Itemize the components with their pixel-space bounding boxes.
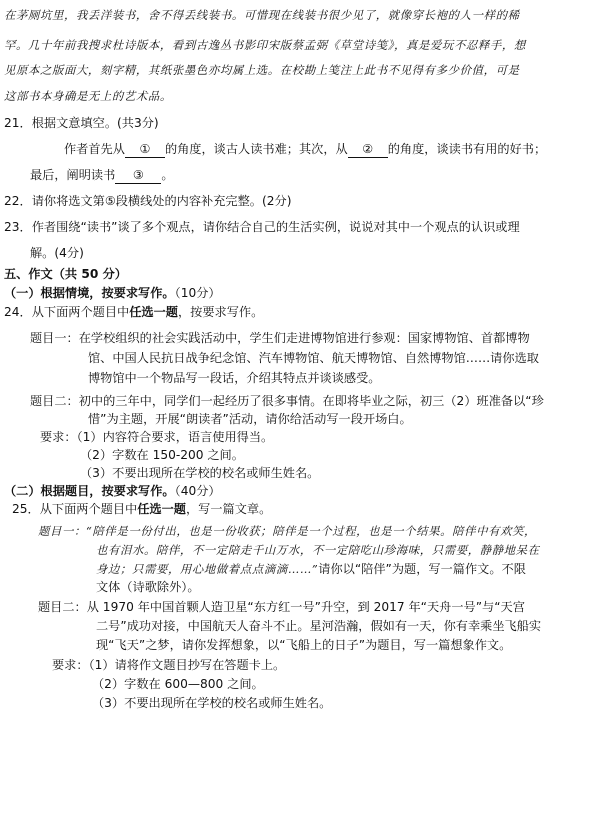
- question-21-line-1: [64, 140, 546, 158]
- q24-emphasis: 任选一题: [129, 305, 178, 319]
- q25-emphasis: 任选一题: [137, 502, 186, 516]
- requirement-line: （3）不要出现所在学校的校名或师生姓名。: [92, 696, 332, 710]
- part-two-label: （二）根据题目，按要求写作。: [4, 484, 175, 498]
- q21-text: 最后，阐明读书: [30, 168, 116, 182]
- requirement-line: 要求：（1）内容符合要求，语言使用得当。: [40, 430, 274, 444]
- q24-text: 24．从下面两个题目中: [4, 305, 130, 319]
- topic-four-line: 现“飞天”之梦，请你发挥想象，以“飞船上的日子”为题目，写一篇想象作文。: [96, 638, 512, 652]
- part-two-score: （40分）: [174, 484, 221, 498]
- q25-text: 25．从下面两个题目中: [12, 502, 138, 516]
- question-23-line-1: 23．作者围绕“读书”谈了多个观点，请你结合自己的生活实例，说说对其中一个观点的认识或理: [4, 220, 520, 234]
- q25-text: ，写一篇文章。: [185, 502, 272, 516]
- q21-text: 的角度，谈读书有用的好书；: [387, 142, 547, 156]
- topic-one-line: 题目一：在学校组织的社会实践活动中，学生们走进博物馆进行参观：国家博物馆、首都博物: [30, 331, 530, 345]
- topic-three-line: [96, 560, 526, 578]
- topic-three-line: 也有泪水。陪伴，不一定陪走千山万水，不一定陪吃山珍海味，只需要，静静地呆在: [96, 543, 540, 557]
- question-22: 22．请你将选文第⑤段横线处的内容补充完整。(2分): [4, 194, 292, 208]
- topic-four-line: 题目二：从 1970 年中国首颗人造卫星“东方红一号”升空，到 2017 年“天舟一号”与“天宫: [38, 600, 525, 614]
- requirement-line: （2）字数在 150-200 之间。: [80, 448, 244, 462]
- q21-text: 。: [161, 168, 174, 182]
- topic-three-line: 文体（诗歌除外）。: [96, 580, 200, 594]
- requirement-line: （2）字数在 600—800 之间。: [92, 677, 264, 691]
- topic-three-instruction: 请你以“陪伴”为题，写一篇作文。不限: [318, 562, 526, 576]
- part-one-label: （一）根据情境，按要求写作。: [4, 286, 175, 300]
- topic-one-line: 馆、中国人民抗日战争纪念馆、汽车博物馆、航天博物馆、自然博物馆……请你选取: [88, 351, 539, 365]
- topic-three-quote-end: 身边；只需要，用心地做着点点滴滴……”: [96, 562, 319, 576]
- part-two-heading: [4, 482, 221, 500]
- topic-one-line: 博物馆中一个物品写一段话，介绍其特点并谈谈感受。: [88, 371, 381, 385]
- requirement-line: （3）不要出现所在学校的校名或师生姓名。: [80, 466, 320, 480]
- blank-1: ①: [125, 141, 165, 158]
- passage-line: 罕。几十年前我搜求杜诗版本，看到古逸丛书影印宋版蔡孟弼《草堂诗笺》，真是爱玩不忍释手，想: [4, 38, 526, 52]
- blank-3: ③: [115, 167, 161, 184]
- part-one-heading: [4, 284, 221, 302]
- question-23-line-2: 解。(4分): [30, 246, 84, 260]
- passage-line: 在茅厕坑里，我丢洋装书，舍不得丢线装书。可惜现在线装书很少见了，就像穿长袍的人一样的稀: [4, 8, 520, 22]
- topic-three-line: 题目一：“陪伴是一份付出，也是一份收获；陪伴是一个过程，也是一个结果。陪伴中有欢笑，: [38, 524, 537, 538]
- section-five-title: 五、作文（共 50 分）: [4, 267, 127, 281]
- question-24: [4, 303, 263, 321]
- q21-text: 作者首先从: [64, 142, 125, 156]
- q21-text: 的角度，谈古人读书难；其次，从: [164, 142, 348, 156]
- topic-two-line: 惜”为主题，开展“朗读者”活动，请你给活动写一段开场白。: [88, 412, 412, 426]
- blank-2: ②: [348, 141, 388, 158]
- topic-four-line: 二号”成功对接，中国航天人奋斗不止。星河浩瀚，假如有一天，你有幸乘坐飞船实: [96, 619, 542, 633]
- requirement-line: 要求：（1）请将作文题目抄写在答题卡上。: [52, 658, 286, 672]
- passage-line: 见原本之版面大，刻字精，其纸张墨色亦均属上选。在校勘上笺注上此书不见得有多少价值，可是: [4, 63, 520, 77]
- topic-two-line: 题目二：初中的三年中，同学们一起经历了很多事情。在即将毕业之际，初三（2）班准备以“珍: [30, 394, 544, 408]
- question-21-header: 21．根据文意填空。(共3分): [4, 116, 159, 130]
- q24-text: ，按要求写作。: [177, 305, 264, 319]
- question-25: [12, 500, 271, 518]
- passage-line: 这部书本身确是无上的艺术品。: [4, 89, 172, 103]
- part-one-score: （10分）: [174, 286, 221, 300]
- question-21-line-2: [30, 166, 174, 184]
